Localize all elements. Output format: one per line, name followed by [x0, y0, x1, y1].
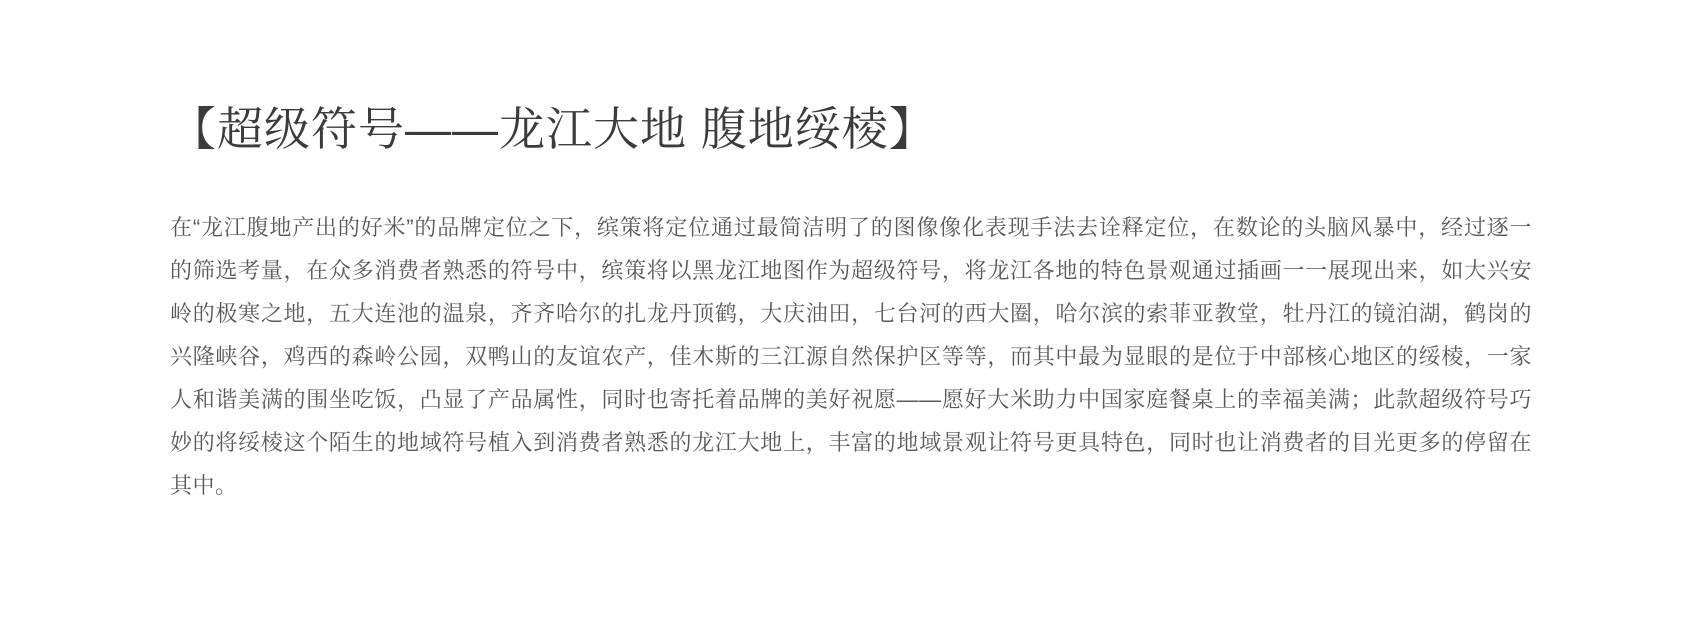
body-paragraph: 在“龙江腹地产出的好米”的品牌定位之下，缤策将定位通过最简洁明了的图像像化表现手法去诠释定位，在数论的头脑风暴中，经过逐一的筛选考量，在众多消费者熟悉的符号中，缤策将以黑龙江地图作为超级符号，将龙江各地的特色景观通过插画一一展现出来，如大兴安岭的极寒之地，五大连池的温泉，齐齐哈尔的扎龙丹顶鹤，大庆油田，七台河的西大圈，哈尔滨的索菲亚教堂，牡丹江的镜泊湖，鹤岗的兴隆峡谷，鸡西的森岭公园，双鸭山的友谊农产，佳木斯的三江源自然保护区等等，而其中最为显眼的是位于中部核心地区的绥棱，一家人和谐美满的围坐吃饭，凸显了产品属性，同时也寄托着品牌的美好祝愿——愿好大米助力中国家庭餐桌上的幸福美满；此款超级符号巧妙的将绥棱这个陌生的地域符号植入到消费者熟悉的龙江大地上，丰富的地域景观让符号更具特色，同时也让消费者的目光更多的停留在其中。: [170, 215, 1532, 499]
article-content: [170, 0, 1532, 507]
section-heading: 【超级符号——龙江大地 腹地绥棱】: [170, 103, 936, 155]
